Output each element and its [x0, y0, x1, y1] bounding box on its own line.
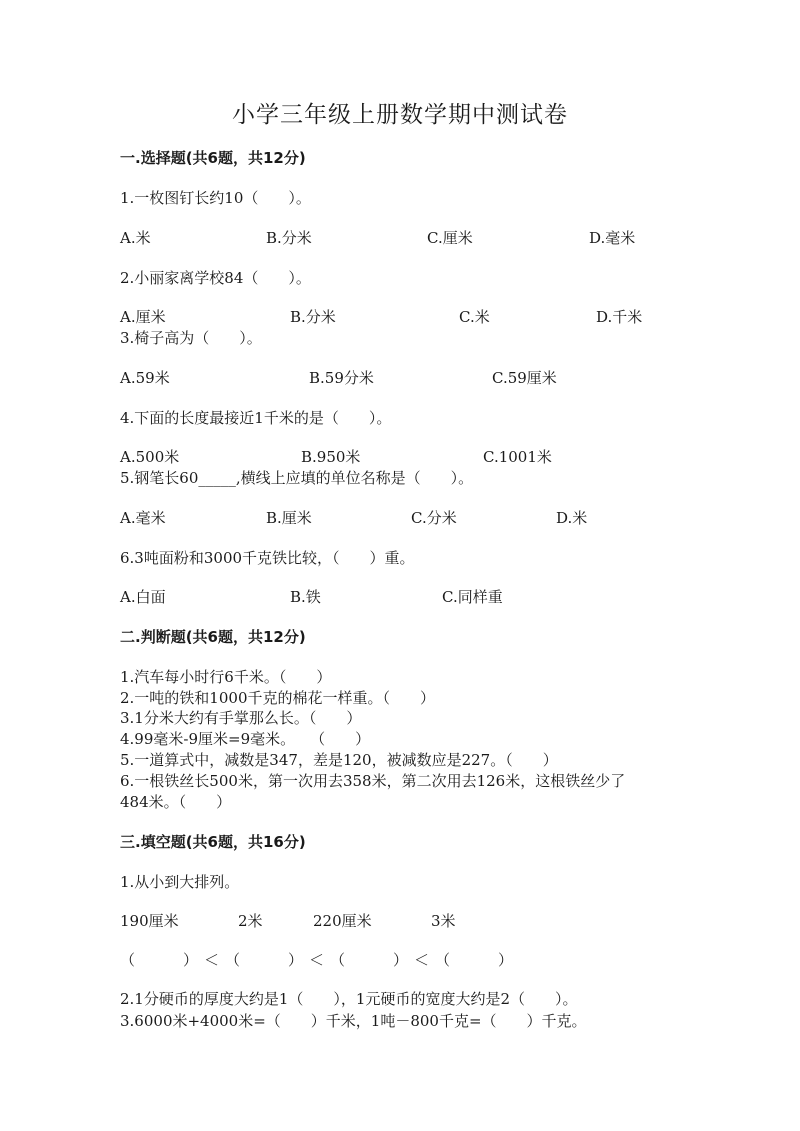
s1-q2-option-a: A.厘米	[120, 308, 166, 326]
s1-q5-option-a: A.毫米	[120, 509, 166, 527]
s1-q2-option-c: C.米	[459, 308, 490, 326]
s1-q5-stem: 5.钢笔长60_____,横线上应填的单位名称是（ ）。	[120, 469, 474, 487]
s1-q6-option-a: A.白面	[120, 588, 166, 606]
s1-q1-option-a: A.米	[120, 229, 151, 247]
s2-item-1: 1.汽车每小时行6千米。（ ）	[120, 668, 332, 686]
s1-q2-option-d: D.千米	[596, 308, 643, 326]
s2-item-4: 4.99毫米-9厘米=9毫米。 （ ）	[120, 730, 371, 748]
section-2-heading: 二.判断题(共6题，共12分)	[120, 628, 306, 646]
s3-q1-answer-blanks: （ ）＜（ ）＜（ ）＜（ ）	[120, 951, 520, 969]
s2-item-2: 2.一吨的铁和1000千克的棉花一样重。（ ）	[120, 689, 435, 707]
s1-q3-option-c: C.59厘米	[492, 369, 557, 387]
s1-q5-option-b: B.厘米	[266, 509, 312, 527]
s1-q3-option-a: A.59米	[120, 369, 170, 387]
s1-q5-option-d: D.米	[556, 509, 588, 527]
s1-q2-stem: 2.小丽家离学校84（ ）。	[120, 269, 311, 287]
s2-item-6-cont: 484米。（ ）	[120, 793, 232, 811]
page-title: 小学三年级上册数学期中测试卷	[232, 102, 568, 128]
s3-q1-value-1: 190厘米	[120, 912, 179, 930]
s1-q6-option-c: C.同样重	[442, 588, 503, 606]
s1-q4-option-a: A.500米	[120, 448, 180, 466]
section-3-heading: 三.填空题(共6题，共16分)	[120, 833, 306, 851]
s1-q3-option-b: B.59分米	[309, 369, 374, 387]
s1-q3-stem: 3.椅子高为（ ）。	[120, 329, 262, 347]
section-1-heading: 一.选择题(共6题，共12分)	[120, 149, 306, 167]
s3-q1-value-4: 3米	[431, 912, 456, 930]
s1-q1-option-c: C.厘米	[427, 229, 473, 247]
s3-q2: 2.1分硬币的厚度大约是1（ ），1元硬币的宽度大约是2（ ）。	[120, 990, 578, 1008]
s1-q5-option-c: C.分米	[411, 509, 457, 527]
s2-item-3: 3.1分米大约有手掌那么长。（ ）	[120, 709, 362, 727]
s3-q1-stem: 1.从小到大排列。	[120, 873, 240, 891]
s3-q1-value-3: 220厘米	[313, 912, 372, 930]
s1-q1-stem: 1.一枚图钉长约10（ ）。	[120, 189, 311, 207]
s3-q1-value-2: 2米	[238, 912, 263, 930]
s2-item-6: 6.一根铁丝长500米，第一次用去358米，第二次用去126米，这根铁丝少了	[120, 772, 626, 790]
s1-q1-option-d: D.毫米	[589, 229, 636, 247]
s2-item-5: 5.一道算式中，减数是347，差是120，被减数应是227。（ ）	[120, 751, 558, 769]
s1-q4-stem: 4.下面的长度最接近1千米的是（ ）。	[120, 409, 392, 427]
s1-q4-option-c: C.1001米	[483, 448, 552, 466]
s1-q6-stem: 6.3吨面粉和3000千克铁比较，（ ）重。	[120, 549, 415, 567]
s1-q4-option-b: B.950米	[301, 448, 361, 466]
s3-q3: 3.6000米+4000米=（ ）千米，1吨－800千克=（ ）千克。	[120, 1012, 587, 1030]
s1-q6-option-b: B.铁	[290, 588, 321, 606]
s1-q1-option-b: B.分米	[266, 229, 312, 247]
s1-q2-option-b: B.分米	[290, 308, 336, 326]
